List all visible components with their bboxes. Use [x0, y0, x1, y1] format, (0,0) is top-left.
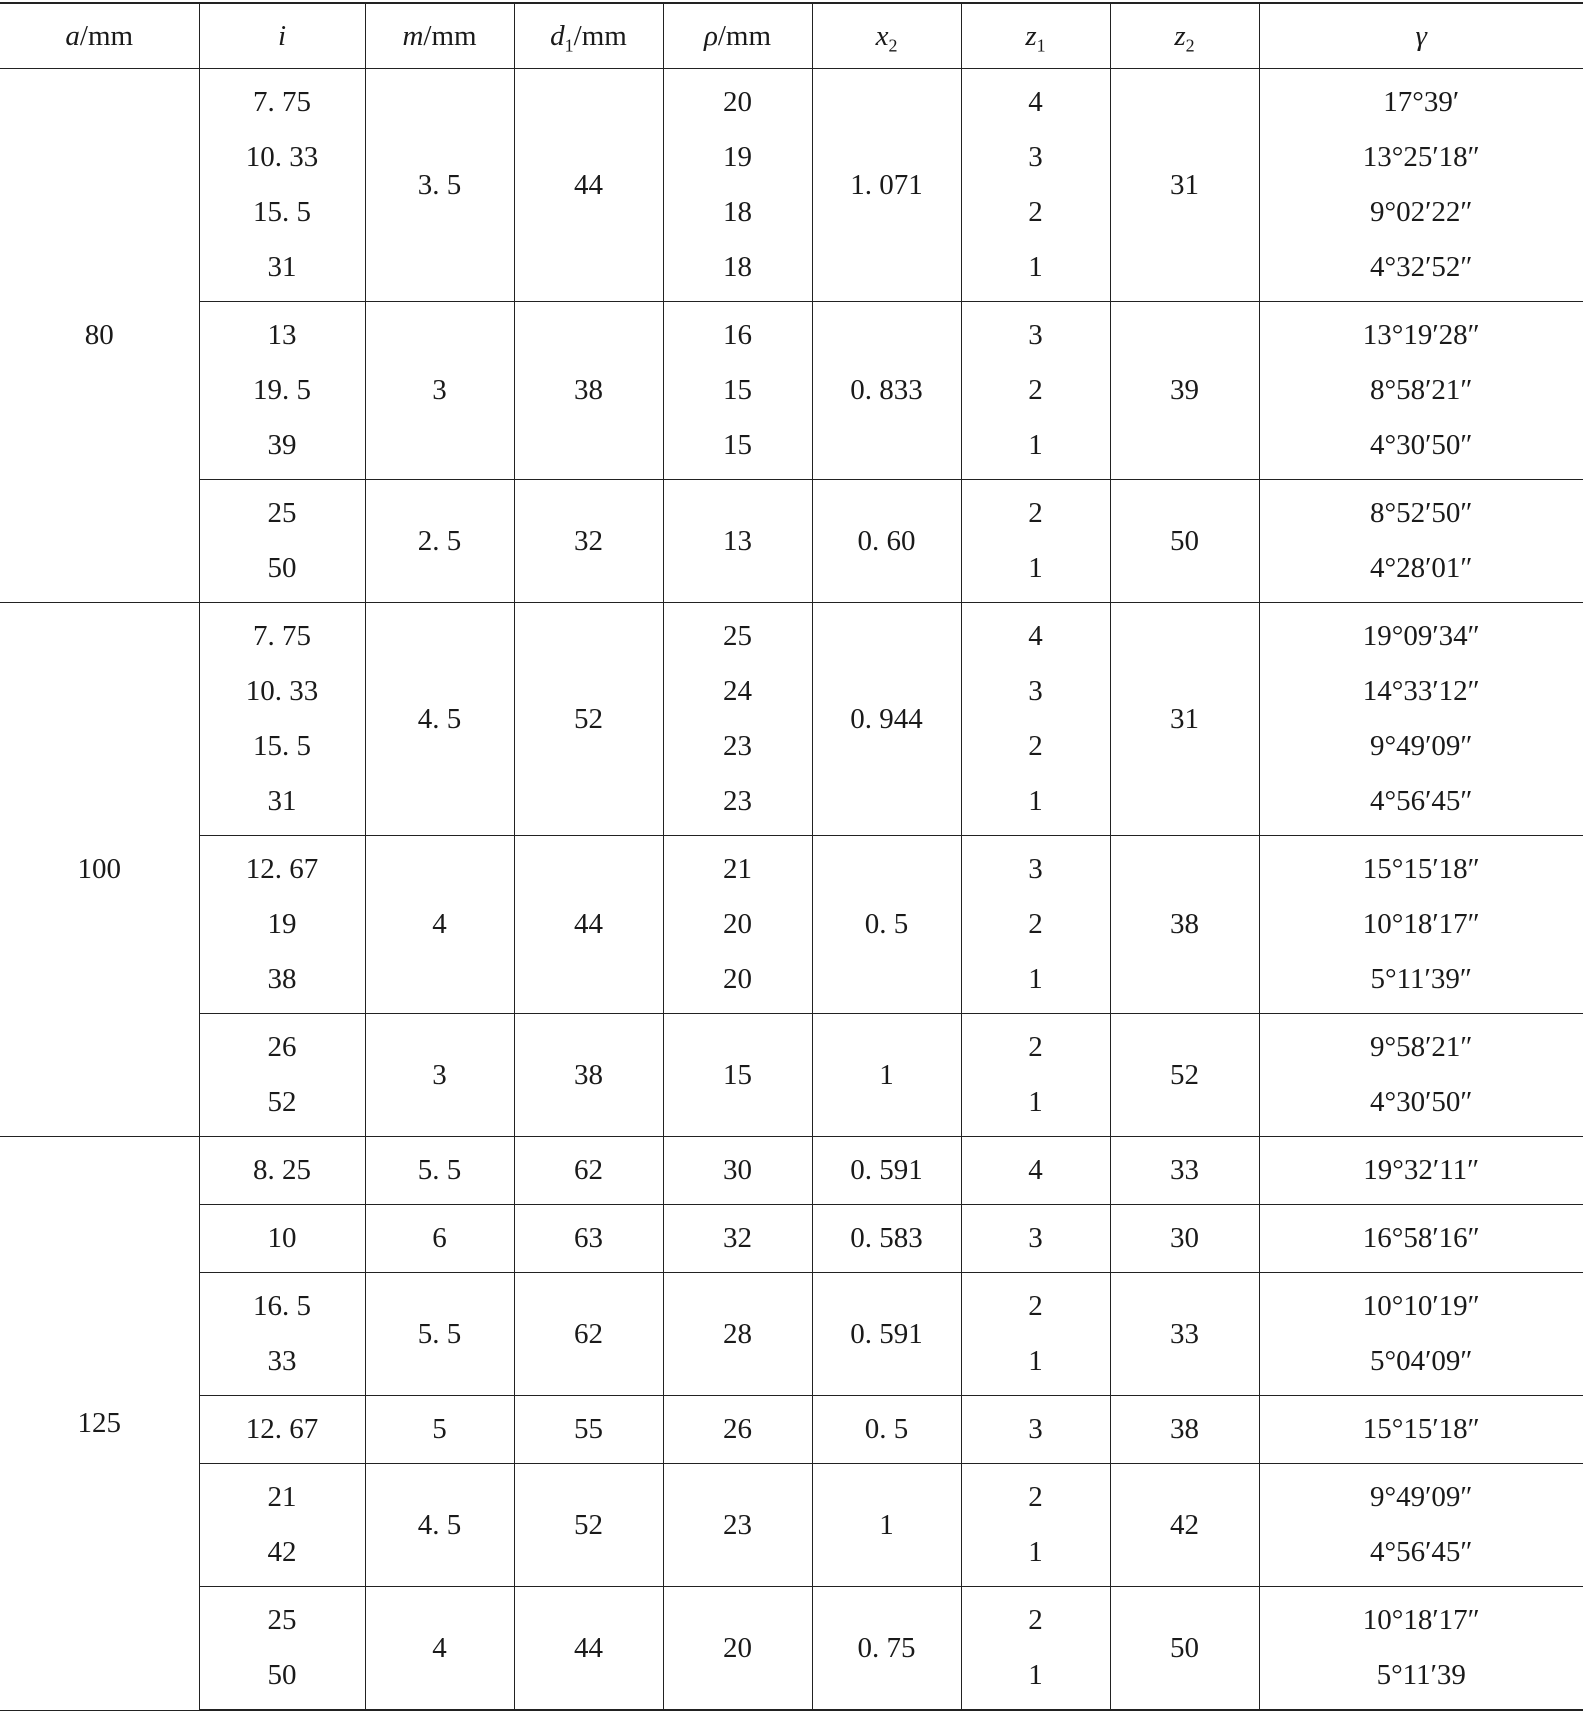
cell-worm-starts-line: 4 — [962, 609, 1110, 664]
cell-rho — [663, 1587, 812, 1711]
cell-lead-angle-line: 14°33′12″ — [1260, 664, 1583, 719]
header-unit: /mm — [423, 20, 476, 52]
cell-rho — [663, 1014, 812, 1137]
cell-rho-line: 20 — [664, 1621, 812, 1676]
cell-ratio-line: 19 — [200, 897, 365, 952]
cell-lead-angle-line: 13°19′28″ — [1260, 308, 1583, 363]
table-row — [0, 1273, 1583, 1396]
cell-lead-angle-line: 10°18′17″ — [1260, 897, 1583, 952]
cell-shift-coefficient: 0. 60 — [812, 480, 961, 603]
cell-lead-angle — [1259, 1587, 1583, 1711]
cell-center-distance: 100 — [0, 603, 199, 1137]
cell-worm-starts — [961, 836, 1110, 1014]
header-i — [199, 3, 365, 69]
cell-worm-diameter: 52 — [514, 1464, 663, 1587]
table-row — [0, 1396, 1583, 1464]
cell-worm-starts-line: 3 — [962, 842, 1110, 897]
cell-wheel-teeth: 50 — [1110, 1587, 1259, 1711]
cell-ratio — [199, 1014, 365, 1137]
header-d1 — [514, 3, 663, 69]
header-unit: /mm — [574, 20, 627, 52]
cell-rho-line: 21 — [664, 842, 812, 897]
cell-lead-angle — [1259, 1273, 1583, 1396]
cell-worm-starts-line: 2 — [962, 1470, 1110, 1525]
cell-ratio-line: 31 — [200, 240, 365, 295]
cell-worm-diameter: 44 — [514, 1587, 663, 1711]
cell-rho-line: 30 — [664, 1143, 812, 1198]
cell-wheel-teeth: 42 — [1110, 1464, 1259, 1587]
cell-rho-line: 23 — [664, 774, 812, 829]
cell-worm-starts-line: 3 — [962, 1211, 1110, 1266]
cell-module: 4 — [365, 836, 514, 1014]
cell-lead-angle-line: 16°58′16″ — [1260, 1211, 1583, 1266]
header-z1 — [961, 3, 1110, 69]
cell-rho — [663, 1396, 812, 1464]
cell-shift-coefficient: 0. 5 — [812, 836, 961, 1014]
cell-ratio-line: 8. 25 — [200, 1143, 365, 1198]
cell-ratio — [199, 302, 365, 480]
cell-ratio — [199, 1205, 365, 1273]
cell-module: 5. 5 — [365, 1273, 514, 1396]
cell-wheel-teeth: 33 — [1110, 1273, 1259, 1396]
cell-ratio — [199, 1273, 365, 1396]
cell-shift-coefficient: 0. 75 — [812, 1587, 961, 1711]
cell-module: 3. 5 — [365, 69, 514, 302]
cell-lead-angle — [1259, 1205, 1583, 1273]
cell-worm-starts-line: 1 — [962, 1648, 1110, 1703]
cell-worm-diameter: 44 — [514, 69, 663, 302]
cell-ratio-line: 15. 5 — [200, 185, 365, 240]
cell-lead-angle-line: 9°02′22″ — [1260, 185, 1583, 240]
cell-module: 3 — [365, 1014, 514, 1137]
cell-wheel-teeth: 39 — [1110, 302, 1259, 480]
worm-gear-parameter-table — [0, 2, 1583, 1711]
cell-worm-starts-line: 3 — [962, 130, 1110, 185]
table-row — [0, 69, 1583, 302]
cell-ratio-line: 38 — [200, 952, 365, 1007]
cell-worm-starts-line: 1 — [962, 952, 1110, 1007]
header-symbol: d — [550, 20, 565, 52]
cell-lead-angle — [1259, 1464, 1583, 1587]
cell-lead-angle — [1259, 302, 1583, 480]
cell-lead-angle — [1259, 1014, 1583, 1137]
cell-ratio-line: 15. 5 — [200, 719, 365, 774]
cell-rho-line: 15 — [664, 1048, 812, 1103]
cell-worm-starts-line: 1 — [962, 240, 1110, 295]
cell-module: 2. 5 — [365, 480, 514, 603]
header-symbol: z — [1025, 20, 1036, 52]
cell-rho — [663, 1205, 812, 1273]
header-symbol: a — [65, 20, 80, 52]
cell-lead-angle-line: 9°49′09″ — [1260, 719, 1583, 774]
cell-module: 5 — [365, 1396, 514, 1464]
table-row — [0, 1587, 1583, 1711]
cell-worm-diameter: 32 — [514, 480, 663, 603]
cell-worm-diameter: 63 — [514, 1205, 663, 1273]
header-unit: /mm — [80, 20, 133, 52]
cell-wheel-teeth: 33 — [1110, 1137, 1259, 1205]
cell-rho-line: 23 — [664, 719, 812, 774]
cell-rho — [663, 69, 812, 302]
cell-lead-angle-line: 19°09′34″ — [1260, 609, 1583, 664]
cell-worm-starts-line: 1 — [962, 541, 1110, 596]
cell-lead-angle-line: 19°32′11″ — [1260, 1143, 1583, 1198]
cell-worm-starts — [961, 69, 1110, 302]
cell-ratio-line: 26 — [200, 1020, 365, 1075]
table-header-row — [0, 3, 1583, 69]
cell-ratio-line: 42 — [200, 1525, 365, 1580]
cell-rho-line: 15 — [664, 363, 812, 418]
cell-rho-line: 15 — [664, 418, 812, 473]
header-x2 — [812, 3, 961, 69]
cell-rho-line: 19 — [664, 130, 812, 185]
cell-rho — [663, 836, 812, 1014]
cell-ratio-line: 50 — [200, 541, 365, 596]
cell-lead-angle-line: 4°56′45″ — [1260, 1525, 1583, 1580]
cell-rho — [663, 480, 812, 603]
cell-lead-angle-line: 4°56′45″ — [1260, 774, 1583, 829]
cell-ratio-line: 31 — [200, 774, 365, 829]
cell-lead-angle — [1259, 480, 1583, 603]
table-row — [0, 1464, 1583, 1587]
cell-lead-angle-line: 8°58′21″ — [1260, 363, 1583, 418]
cell-worm-starts-line: 2 — [962, 363, 1110, 418]
cell-worm-diameter: 38 — [514, 302, 663, 480]
cell-shift-coefficient: 0. 5 — [812, 1396, 961, 1464]
cell-wheel-teeth: 38 — [1110, 1396, 1259, 1464]
header-subscript: 2 — [888, 35, 897, 55]
cell-worm-starts-line: 2 — [962, 1593, 1110, 1648]
header-symbol: γ — [1416, 20, 1427, 52]
cell-lead-angle-line: 17°39′ — [1260, 75, 1583, 130]
cell-worm-starts-line: 2 — [962, 1279, 1110, 1334]
table-body — [0, 69, 1583, 1711]
cell-ratio-line: 39 — [200, 418, 365, 473]
table-row — [0, 603, 1583, 836]
header-subscript: 1 — [565, 35, 574, 55]
cell-lead-angle-line: 9°58′21″ — [1260, 1020, 1583, 1075]
cell-worm-starts — [961, 1014, 1110, 1137]
header-unit: /mm — [718, 20, 771, 52]
cell-lead-angle-line: 4°30′50″ — [1260, 418, 1583, 473]
cell-worm-starts-line: 2 — [962, 719, 1110, 774]
header-symbol: i — [278, 20, 286, 52]
cell-lead-angle — [1259, 603, 1583, 836]
header-a — [0, 3, 199, 69]
cell-rho-line: 18 — [664, 185, 812, 240]
cell-ratio — [199, 69, 365, 302]
cell-worm-diameter: 55 — [514, 1396, 663, 1464]
header-m — [365, 3, 514, 69]
cell-rho-line: 20 — [664, 897, 812, 952]
header-symbol: ρ — [704, 20, 718, 52]
cell-ratio-line: 25 — [200, 1593, 365, 1648]
cell-module: 6 — [365, 1205, 514, 1273]
cell-lead-angle-line: 4°28′01″ — [1260, 541, 1583, 596]
cell-ratio-line: 19. 5 — [200, 363, 365, 418]
table-row — [0, 1137, 1583, 1205]
cell-worm-starts — [961, 1464, 1110, 1587]
cell-lead-angle-line: 5°11′39 — [1260, 1648, 1583, 1703]
cell-worm-starts-line: 2 — [962, 897, 1110, 952]
cell-center-distance: 80 — [0, 69, 199, 603]
cell-ratio-line: 13 — [200, 308, 365, 363]
cell-rho-line: 25 — [664, 609, 812, 664]
cell-ratio — [199, 480, 365, 603]
cell-shift-coefficient: 1 — [812, 1014, 961, 1137]
cell-worm-starts — [961, 1137, 1110, 1205]
cell-ratio-line: 7. 75 — [200, 75, 365, 130]
cell-shift-coefficient: 0. 944 — [812, 603, 961, 836]
cell-worm-diameter: 62 — [514, 1137, 663, 1205]
cell-worm-diameter: 52 — [514, 603, 663, 836]
cell-worm-starts-line: 3 — [962, 308, 1110, 363]
cell-worm-starts — [961, 1205, 1110, 1273]
cell-rho-line: 16 — [664, 308, 812, 363]
header-gamma — [1259, 3, 1583, 69]
cell-worm-starts-line: 3 — [962, 1402, 1110, 1457]
cell-lead-angle — [1259, 1396, 1583, 1464]
cell-shift-coefficient: 0. 591 — [812, 1137, 961, 1205]
cell-ratio — [199, 1587, 365, 1711]
cell-worm-starts — [961, 1273, 1110, 1396]
table-row — [0, 480, 1583, 603]
cell-rho-line: 20 — [664, 75, 812, 130]
table-row — [0, 302, 1583, 480]
cell-worm-starts — [961, 603, 1110, 836]
header-rho — [663, 3, 812, 69]
cell-module: 5. 5 — [365, 1137, 514, 1205]
cell-lead-angle-line: 10°10′19″ — [1260, 1279, 1583, 1334]
cell-ratio-line: 52 — [200, 1075, 365, 1130]
cell-wheel-teeth: 50 — [1110, 480, 1259, 603]
header-symbol: z — [1174, 20, 1185, 52]
cell-shift-coefficient: 1 — [812, 1464, 961, 1587]
cell-ratio — [199, 1137, 365, 1205]
cell-ratio — [199, 836, 365, 1014]
cell-worm-starts-line: 1 — [962, 774, 1110, 829]
header-subscript: 1 — [1037, 35, 1046, 55]
cell-rho — [663, 302, 812, 480]
header-symbol: m — [402, 20, 423, 52]
cell-rho-line: 13 — [664, 514, 812, 569]
table-row — [0, 1205, 1583, 1273]
cell-worm-starts-line: 1 — [962, 418, 1110, 473]
cell-worm-diameter: 44 — [514, 836, 663, 1014]
cell-worm-starts-line: 1 — [962, 1334, 1110, 1389]
cell-lead-angle — [1259, 836, 1583, 1014]
cell-ratio-line: 16. 5 — [200, 1279, 365, 1334]
cell-worm-starts-line: 1 — [962, 1075, 1110, 1130]
cell-worm-starts-line: 2 — [962, 1020, 1110, 1075]
cell-shift-coefficient: 0. 583 — [812, 1205, 961, 1273]
cell-lead-angle-line: 15°15′18″ — [1260, 842, 1583, 897]
cell-wheel-teeth: 52 — [1110, 1014, 1259, 1137]
cell-wheel-teeth: 30 — [1110, 1205, 1259, 1273]
cell-rho-line: 18 — [664, 240, 812, 295]
cell-ratio — [199, 1396, 365, 1464]
cell-worm-starts-line: 4 — [962, 75, 1110, 130]
cell-rho — [663, 1273, 812, 1396]
cell-rho — [663, 1464, 812, 1587]
cell-lead-angle-line: 4°30′50″ — [1260, 1075, 1583, 1130]
cell-rho-line: 24 — [664, 664, 812, 719]
cell-lead-angle-line: 15°15′18″ — [1260, 1402, 1583, 1457]
cell-wheel-teeth: 31 — [1110, 69, 1259, 302]
cell-worm-starts-line: 2 — [962, 185, 1110, 240]
cell-ratio-line: 12. 67 — [200, 1402, 365, 1457]
table-row — [0, 1014, 1583, 1137]
cell-lead-angle-line: 5°11′39″ — [1260, 952, 1583, 1007]
cell-module: 4 — [365, 1587, 514, 1711]
header-symbol: x — [876, 20, 889, 52]
cell-wheel-teeth: 31 — [1110, 603, 1259, 836]
cell-ratio — [199, 1464, 365, 1587]
cell-module: 4. 5 — [365, 1464, 514, 1587]
cell-module: 4. 5 — [365, 603, 514, 836]
cell-lead-angle-line: 8°52′50″ — [1260, 486, 1583, 541]
cell-worm-starts-line: 1 — [962, 1525, 1110, 1580]
cell-worm-starts-line: 3 — [962, 664, 1110, 719]
cell-shift-coefficient: 0. 591 — [812, 1273, 961, 1396]
cell-ratio — [199, 603, 365, 836]
cell-lead-angle-line: 10°18′17″ — [1260, 1593, 1583, 1648]
cell-rho-line: 26 — [664, 1402, 812, 1457]
cell-rho-line: 23 — [664, 1498, 812, 1553]
cell-ratio-line: 7. 75 — [200, 609, 365, 664]
cell-worm-starts — [961, 1396, 1110, 1464]
table-row — [0, 836, 1583, 1014]
cell-lead-angle-line: 9°49′09″ — [1260, 1470, 1583, 1525]
cell-worm-diameter: 38 — [514, 1014, 663, 1137]
cell-rho — [663, 603, 812, 836]
header-subscript: 2 — [1186, 35, 1195, 55]
cell-lead-angle-line: 13°25′18″ — [1260, 130, 1583, 185]
cell-ratio-line: 50 — [200, 1648, 365, 1703]
cell-ratio-line: 10. 33 — [200, 130, 365, 185]
cell-worm-diameter: 62 — [514, 1273, 663, 1396]
cell-center-distance: 125 — [0, 1137, 199, 1711]
cell-worm-starts — [961, 1587, 1110, 1711]
cell-ratio-line: 12. 67 — [200, 842, 365, 897]
cell-worm-starts — [961, 480, 1110, 603]
cell-ratio-line: 25 — [200, 486, 365, 541]
cell-lead-angle-line: 4°32′52″ — [1260, 240, 1583, 295]
cell-wheel-teeth: 38 — [1110, 836, 1259, 1014]
cell-lead-angle — [1259, 1137, 1583, 1205]
cell-module: 3 — [365, 302, 514, 480]
cell-rho-line: 32 — [664, 1211, 812, 1266]
cell-ratio-line: 10. 33 — [200, 664, 365, 719]
cell-lead-angle — [1259, 69, 1583, 302]
cell-lead-angle-line: 5°04′09″ — [1260, 1334, 1583, 1389]
cell-shift-coefficient: 1. 071 — [812, 69, 961, 302]
cell-worm-starts-line: 4 — [962, 1143, 1110, 1198]
cell-ratio-line: 10 — [200, 1211, 365, 1266]
cell-rho-line: 20 — [664, 952, 812, 1007]
cell-ratio-line: 33 — [200, 1334, 365, 1389]
cell-rho — [663, 1137, 812, 1205]
cell-worm-starts-line: 2 — [962, 486, 1110, 541]
cell-worm-starts — [961, 302, 1110, 480]
cell-rho-line: 28 — [664, 1307, 812, 1362]
cell-shift-coefficient: 0. 833 — [812, 302, 961, 480]
header-z2 — [1110, 3, 1259, 69]
cell-ratio-line: 21 — [200, 1470, 365, 1525]
